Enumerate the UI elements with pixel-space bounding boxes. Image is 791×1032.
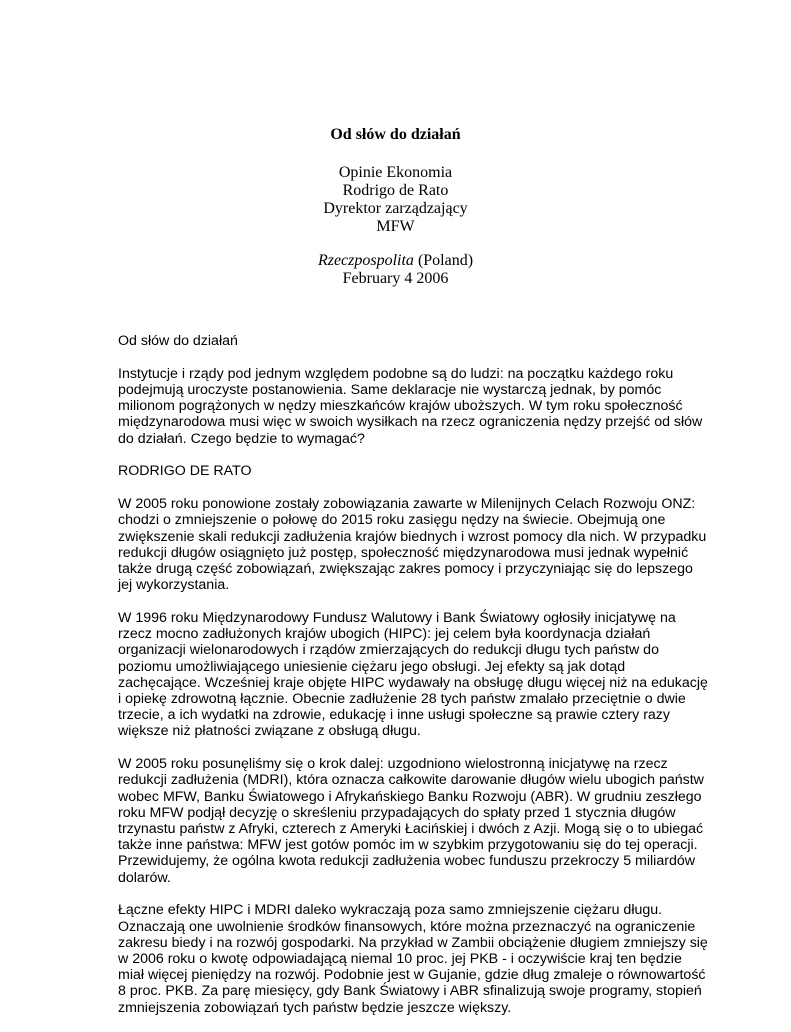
author-block xyxy=(0,164,791,236)
article-paragraph: W 1996 roku Międzynarodowy Fundusz Walutowy i Bank Światowy ogłosiły inicjatywę na rzecz mocno zadłużonych krajów ubogich (HIPC): jej celem była koordynacja działań organizacji wielonarodowych i rządów zmierzających do redukcji długu tych państw do poziomu umożliwiającego uniesienie ciężaru jego obsługi. Jej efekty są jak dotąd zachęcające. Wcześniej kraje objęte HIPC wydawały na obsługę długu więcej niż na edukację i opiekę zdrowotną łącznie. Obecnie zadłużenie 28 tych państw zmalało przeciętnie o dwie trzecie, a ich wydatki na zdrowie, edukację i inne usługi społeczne są prawie cztery razy większe niż płatności związane z obsługą długu. xyxy=(118,610,708,740)
article-author-byline: RODRIGO DE RATO xyxy=(118,463,252,480)
publication-block xyxy=(0,252,791,288)
author-role: Dyrektor zarządzający xyxy=(323,200,468,217)
article-paragraph: Łączne efekty HIPC i MDRI daleko wykraczają poza samo zmniejszenie ciężaru długu. Oznaczają one uwolnienie środków finansowych, które można przeznaczyć na ograniczenie zakresu biedy i na rozwój gospodarki. Na przykład w Zambii obciążenie długiem zmniejszy się w 2006 roku o kwotę odpowiadającą niemal 10 proc. jej PKB - i oczywiście kraj ten będzie miał więcej pieniędzy na rozwój. Podobnie jest w Gujanie, gdzie dług zmaleje o równowartość 8 proc. PKB. Za parę miesięcy, gdy Bank Światowy i ABR sfinalizują swoje programy, stopień zmniejszenia zobowiązań tych państw będzie jeszcze większy. xyxy=(118,902,708,1016)
publication-line xyxy=(0,252,791,270)
author-name: Rodrigo de Rato xyxy=(342,182,449,199)
author-organization: MFW xyxy=(376,218,415,235)
document-title xyxy=(0,126,791,144)
section-label: Opinie Ekonomia xyxy=(338,164,453,181)
article-heading: Od słów do działań xyxy=(118,333,238,349)
publication-date: February 4 2006 xyxy=(342,270,449,287)
publication-name: Rzeczpospolita xyxy=(317,252,414,269)
article-lead-paragraph: Instytucje i rządy pod jednym względem podobne są do ludzi: na początku każdego roku podejmują uroczyste postanowienia. Same deklaracje nie wystarczą jednak, by pomóc milionom pogrążonych w nędzy mieszkańców krajów uboższych. W tym roku społeczność międzynarodowa musi więc w swoich wysiłkach na rzecz ograniczenia nędzy przejść od słów do działań. Czego będzie to wymagać? xyxy=(118,365,703,447)
publication-country: (Poland) xyxy=(413,252,474,269)
article-paragraph: W 2005 roku posunęliśmy się o krok dalej: uzgodniono wielostronną inicjatywę na rzecz redukcji zadłużenia (MDRI), która oznacza całkowite darowanie długów wielu ubogich państw wobec MFW, Banku Światowego i Afrykańskiego Banku Rozwoju (ABR). W grudniu zeszłego roku MFW podjął decyzję o skreśleniu przypadających do spłaty przed 1 stycznia długów trzynastu państw z Afryki, czterech z Ameryki Łacińskiej i dwóch z Azji. Mogą się o to ubiegać także inne państwa: MFW jest gotów pomóc im w szybkim przygotowaniu się do tej operacji. Przewidujemy, że ogólna kwota redukcji zadłużenia wobec funduszu przekroczy 5 miliardów dolarów. xyxy=(118,756,704,886)
article-body xyxy=(118,333,708,1032)
article-paragraph: W 2005 roku ponowione zostały zobowiązania zawarte w Milenijnych Celach Rozwoju ONZ: chodzi o zmniejszenie o połowę do 2015 roku zasięgu nędzy na świecie. Obejmują one zwiększenie skali redukcji zadłużenia krajów biednych i wzrost pomocy dla nich. W przypadku redukcji długów osiągnięto już postęp, społeczność międzynarodowa musi jednak wypełnić także drugą część zobowiązań, zwiększając zakres pomocy i przyczyniając się do lepszego jej wykorzystania. xyxy=(118,496,707,594)
title-text: Od słów do działań xyxy=(330,126,461,143)
